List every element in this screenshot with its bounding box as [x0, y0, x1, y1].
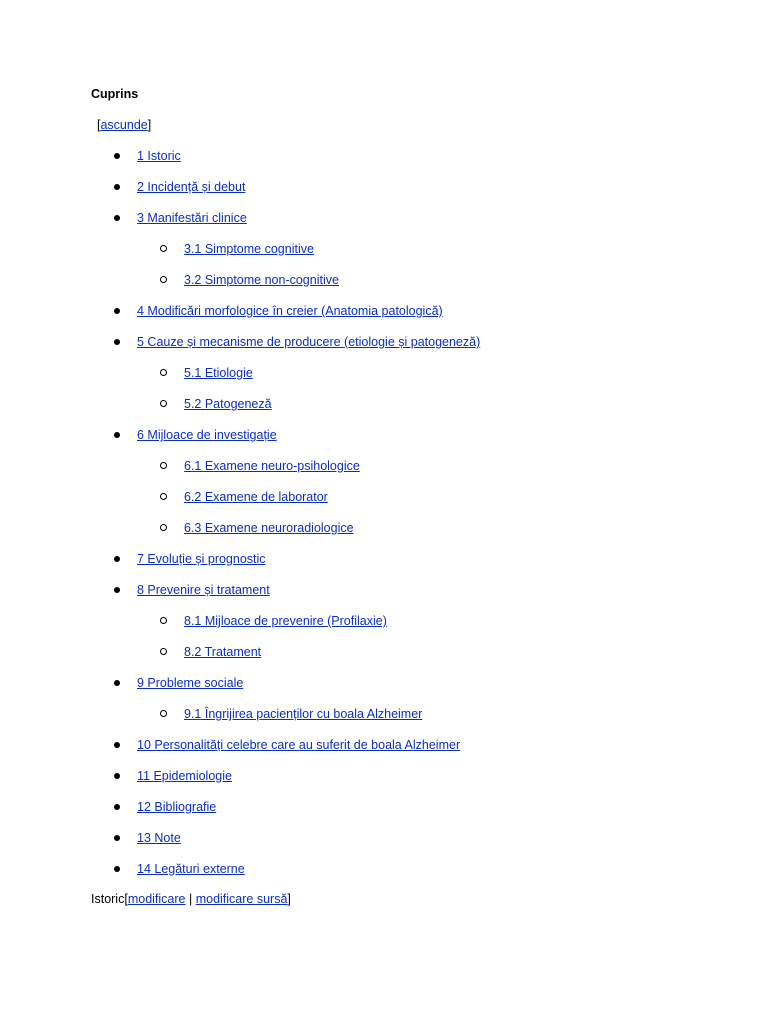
- hollow-circle-bullet-icon: [160, 400, 167, 407]
- toc-link[interactable]: 11 Epidemiologie: [137, 769, 232, 783]
- filled-circle-bullet-icon: [114, 680, 120, 686]
- toc-toggle-open-bracket: [: [97, 118, 101, 132]
- section-edit-separator: |: [185, 892, 196, 906]
- section-edit-close-bracket: ]: [287, 892, 291, 906]
- toc-link[interactable]: 7 Evoluție și prognostic: [137, 552, 266, 566]
- filled-circle-bullet-icon: [114, 587, 120, 593]
- toc-link[interactable]: 8 Prevenire și tratament: [137, 583, 270, 597]
- toc-link[interactable]: 8.1 Mijloace de prevenire (Profilaxie): [184, 614, 387, 628]
- filled-circle-bullet-icon: [114, 184, 120, 190]
- section-heading: [91, 890, 291, 908]
- filled-circle-bullet-icon: [114, 835, 120, 841]
- toc-link[interactable]: 5.1 Etiologie: [184, 366, 253, 380]
- toc-link[interactable]: 6.3 Examene neuroradiologice: [184, 521, 354, 535]
- filled-circle-bullet-icon: [114, 432, 120, 438]
- hollow-circle-bullet-icon: [160, 710, 167, 717]
- toc-link[interactable]: 4 Modificări morfologice în creier (Anatomia patologică): [137, 304, 443, 318]
- hollow-circle-bullet-icon: [160, 493, 167, 500]
- filled-circle-bullet-icon: [114, 866, 120, 872]
- hollow-circle-bullet-icon: [160, 276, 167, 283]
- toc-link[interactable]: 10 Personalități celebre care au suferit de boala Alzheimer: [137, 738, 461, 752]
- toc-link[interactable]: 8.2 Tratament: [184, 645, 262, 659]
- edit-link[interactable]: modificare: [127, 892, 186, 906]
- edit-source-link[interactable]: modificare sursă: [195, 892, 288, 906]
- toc-title: Cuprins: [91, 87, 139, 101]
- toc-link[interactable]: 6 Mijloace de investigație: [137, 428, 277, 442]
- filled-circle-bullet-icon: [114, 339, 120, 345]
- toc-link[interactable]: 2 Incidență și debut: [137, 180, 246, 194]
- filled-circle-bullet-icon: [114, 742, 120, 748]
- toc-link[interactable]: 13 Note: [137, 831, 181, 845]
- toc-link[interactable]: 14 Legături externe: [137, 862, 245, 876]
- section-edit-open-bracket: [: [124, 892, 128, 906]
- filled-circle-bullet-icon: [114, 153, 120, 159]
- filled-circle-bullet-icon: [114, 215, 120, 221]
- toc-link[interactable]: 3 Manifestări clinice: [137, 211, 247, 225]
- toc-link[interactable]: 5.2 Patogeneză: [184, 397, 272, 411]
- toc-link[interactable]: 6.1 Examene neuro-psihologice: [184, 459, 360, 473]
- hollow-circle-bullet-icon: [160, 524, 167, 531]
- filled-circle-bullet-icon: [114, 556, 120, 562]
- toc-hide-link[interactable]: ascunde: [100, 118, 148, 132]
- hollow-circle-bullet-icon: [160, 245, 167, 252]
- hollow-circle-bullet-icon: [160, 648, 167, 655]
- hollow-circle-bullet-icon: [160, 617, 167, 624]
- toc-link[interactable]: 1 Istoric: [137, 149, 181, 163]
- toc-link[interactable]: 3.2 Simptome non-cognitive: [184, 273, 339, 287]
- toc-link[interactable]: 5 Cauze și mecanisme de producere (etiologie și patogeneză): [137, 335, 481, 349]
- hollow-circle-bullet-icon: [160, 369, 167, 376]
- filled-circle-bullet-icon: [114, 773, 120, 779]
- section-title: Istoric: [91, 892, 125, 906]
- hollow-circle-bullet-icon: [160, 462, 167, 469]
- filled-circle-bullet-icon: [114, 308, 120, 314]
- toc-link[interactable]: 9 Probleme sociale: [137, 676, 244, 690]
- toc-toggle: [97, 116, 151, 134]
- toc-link[interactable]: 3.1 Simptome cognitive: [184, 242, 314, 256]
- filled-circle-bullet-icon: [114, 804, 120, 810]
- toc-link[interactable]: 12 Bibliografie: [137, 800, 217, 814]
- toc-link[interactable]: 9.1 Îngrijirea pacienților cu boala Alzheimer: [184, 707, 423, 721]
- toc-toggle-close-bracket: ]: [147, 118, 152, 132]
- toc-link[interactable]: 6.2 Examene de laborator: [184, 490, 328, 504]
